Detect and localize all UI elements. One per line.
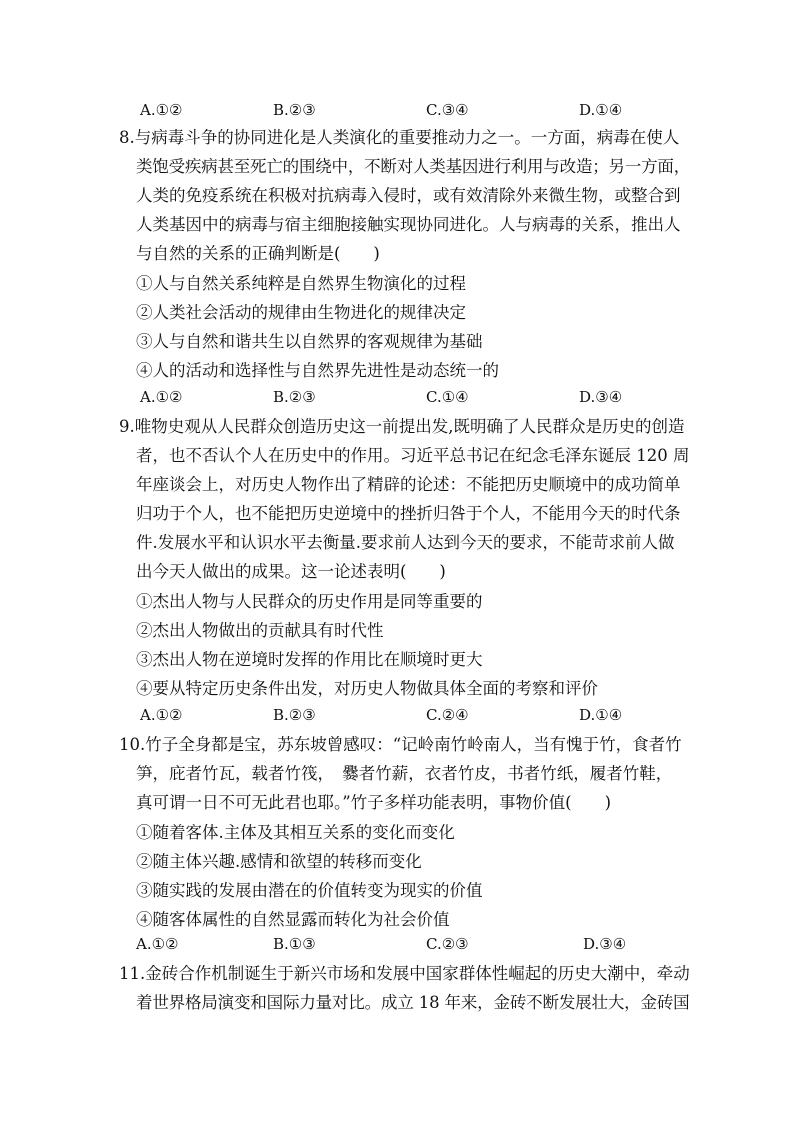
option-a: A.①② <box>140 388 183 406</box>
question-stem-line: 11.金砖合作机制诞生于新兴市场和发展中国家群体性崛起的历史大潮中，牵动 <box>119 964 690 983</box>
question-stem-line: 9.唯物史观从人民群众创造历史这一前提出发,既明确了人民群众是历史的创造 <box>119 417 685 436</box>
option-a: A.①② <box>140 101 183 119</box>
option-b: B.②③ <box>273 101 316 119</box>
option-d: D.③④ <box>583 935 627 953</box>
option-a: A.①② <box>140 706 183 724</box>
option-b: B.②③ <box>273 706 316 724</box>
statement-item: ④人的活动和选择性与自然界先进性是动态统一的 <box>136 361 499 380</box>
question-stem-line: 年座谈会上，对历史人物作出了精辟的论述：不能把历史顺境中的成功简单 <box>136 475 681 494</box>
question-stem-line: 出今天人做出的成果。这一论述表明( ) <box>136 562 446 581</box>
statement-item: ③杰出人物在逆境时发挥的作用比在顺境时更大 <box>136 650 483 669</box>
option-d: D.①④ <box>579 101 623 119</box>
option-c: C.②④ <box>426 706 469 724</box>
statement-item: ③随实践的发展由潜在的价值转变为现实的价值 <box>136 881 483 900</box>
question-stem-line: 者，也不否认个人在历史中的作用。习近平总书记在纪念毛泽东诞辰 120 周 <box>136 446 690 465</box>
question-stem-line: 笋，庇者竹瓦，载者竹筏， 爨者竹薪，衣者竹皮，书者竹纸，履者竹鞋， <box>136 764 673 783</box>
question-stem-line: 与自然的关系的正确判断是( ) <box>136 244 380 263</box>
question-stem-line: 着世界格局演变和国际力量对比。成立 18 年来，金砖不断发展壮大，金砖国 <box>136 993 690 1012</box>
option-c: C.②③ <box>426 935 469 953</box>
statement-item: ②人类社会活动的规律由生物进化的规律决定 <box>136 303 466 322</box>
option-c: C.①④ <box>426 388 469 406</box>
statement-item: ④要从特定历史条件出发，对历史人物做具体全面的考察和评价 <box>136 679 598 698</box>
option-c: C.③④ <box>426 101 469 119</box>
option-d: D.③④ <box>579 388 623 406</box>
question-stem-line: 件.发展水平和认识水平去衡量.要求前人达到今天的要求，不能苛求前人做 <box>136 533 675 552</box>
option-b: B.①③ <box>273 935 316 953</box>
question-stem-line: 归功于个人，也不能把历史逆境中的挫折归咎于个人，不能用今天的时代条 <box>136 504 681 523</box>
question-stem-line: 真可谓一日不可无此君也耶。”竹子多样功能表明，事物价值( ) <box>136 793 612 812</box>
statement-item: ②随主体兴趣.感情和欲望的转移而变化 <box>136 852 422 871</box>
statement-item: ①杰出人物与人民群众的历史作用是同等重要的 <box>136 592 483 611</box>
option-d: D.①④ <box>579 706 623 724</box>
statement-item: ③人与自然和谐共生以自然界的客观规律为基础 <box>136 332 483 351</box>
statement-item: ④随客体属性的自然显露而转化为社会价值 <box>136 910 450 929</box>
question-stem-line: 人类基因中的病毒与宿主细胞接触实现协同进化。人与病毒的关系，推出人 <box>136 215 681 234</box>
question-stem-line: 10.竹子全身都是宝，苏东坡曾感叹：“记岭南竹岭南人，当有愧于竹，食者竹 <box>119 735 682 754</box>
question-stem-line: 类饱受疾病甚至死亡的围绕中，不断对人类基因进行利用与改造；另一方面， <box>136 157 691 176</box>
question-stem-line: 8.与病毒斗争的协同进化是人类演化的重要推动力之一。一方面，病毒在使人 <box>119 128 680 147</box>
statement-item: ②杰出人物做出的贡献具有时代性 <box>136 621 384 640</box>
option-a: A.①② <box>136 935 179 953</box>
statement-item: ①人与自然关系纯粹是自然界生物演化的过程 <box>136 274 466 293</box>
question-stem-line: 人类的免疫系统在积极对抗病毒入侵时，或有效清除外来微生物，或整合到 <box>136 186 681 205</box>
option-b: B.②③ <box>273 388 316 406</box>
statement-item: ①随着客体.主体及其相互关系的变化而变化 <box>136 823 455 842</box>
